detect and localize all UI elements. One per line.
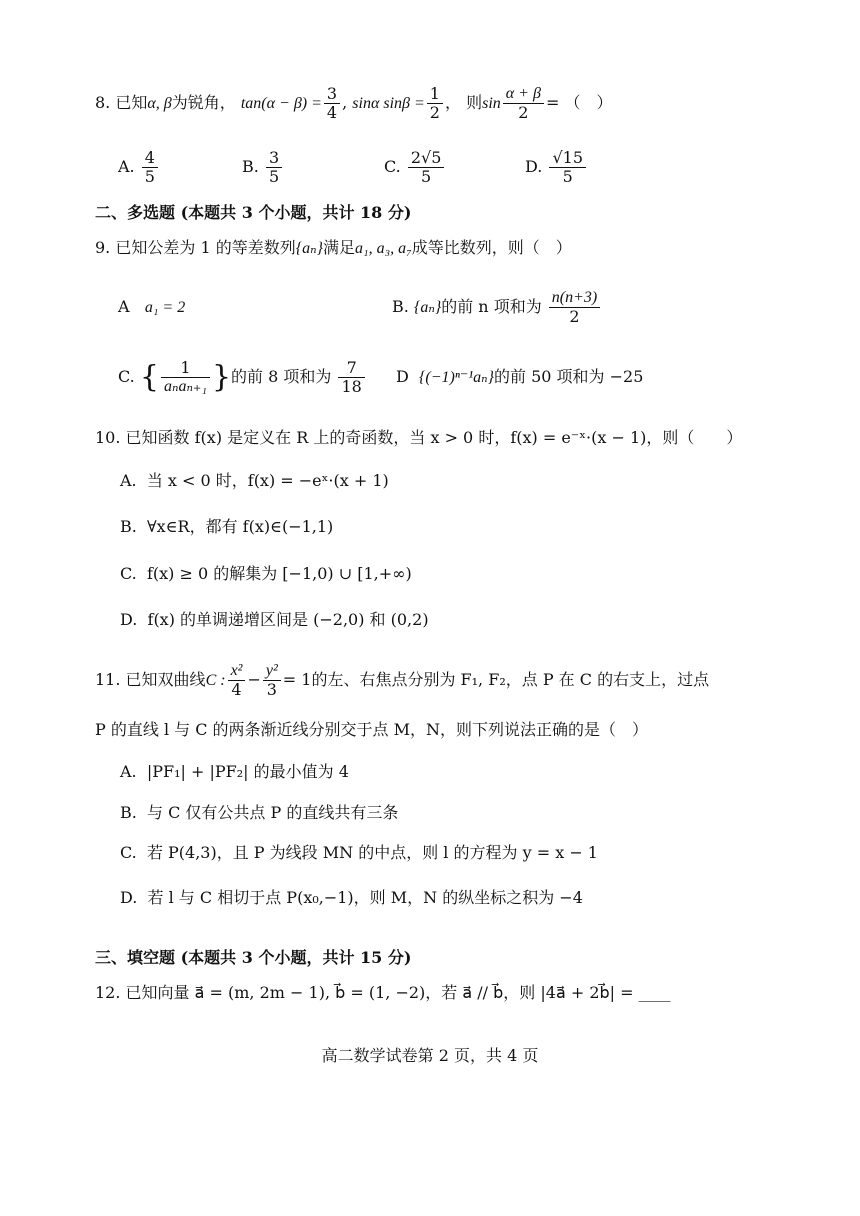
section-2-header (95, 203, 411, 223)
q9-c-inner-den: aₙaₙ₊₁ (163, 378, 207, 395)
q8-d-den: 5 (562, 167, 573, 186)
q10-option-a[interactable] (120, 471, 389, 491)
q11-stem-line2: P 的直线 l 与 C 的两条渐近线分别交于点 M，N，则下列说法正确的是（ ） (95, 720, 649, 739)
q8-tan-num: 3 (324, 85, 340, 104)
q9-b-frac (549, 289, 600, 326)
q11-x-frac (228, 662, 246, 699)
q11-option-a[interactable] (120, 762, 349, 782)
q9-stem-b: 满足 (323, 238, 356, 257)
q11-stem (95, 658, 709, 702)
q9-a-label: A (118, 297, 130, 316)
q11-y-num: y² (263, 662, 281, 681)
section-2-info: (本题共 3 个小题，共计 18 分) (180, 203, 412, 222)
q10-a-text: 当 x < 0 时，f(x) = −eˣ·(x + 1) (146, 471, 389, 490)
q11-c-label: C. (120, 843, 137, 862)
q8-tan-frac (324, 85, 340, 122)
q10-stem-text: 已知函数 f(x) 是定义在 R 上的奇函数，当 x > 0 时，f(x) = e⁻ˣ·(x − 1)，则（ ） (125, 428, 743, 447)
q8-c-den: 5 (421, 167, 432, 186)
q9-stem-c: 成等比数列，则（ ） (411, 238, 572, 257)
q8-a-frac (142, 149, 158, 186)
q11-number: 11. (95, 670, 121, 689)
q8-eq: = (545, 93, 560, 112)
q8-option-d[interactable] (525, 147, 588, 187)
q11-minus: − (247, 670, 261, 689)
page-footer: 高二数学试卷第 2 页，共 4 页 (321, 1046, 539, 1065)
q10-option-c[interactable] (120, 564, 412, 584)
q10-option-b[interactable] (120, 517, 333, 537)
q9-c-label: C. (118, 367, 135, 386)
q10-b-label: B. (120, 517, 137, 536)
section-3-info: (本题共 3 个小题，共计 15 分) (180, 948, 412, 967)
q11-option-d[interactable] (120, 888, 583, 908)
q8-c-label: C. (384, 157, 401, 176)
q9-c-brace-right: } (211, 359, 232, 395)
q11-d-text: 若 l 与 C 相切于点 P(x₀,−1)，则 M，N 的纵坐标之积为 −4 (147, 888, 583, 907)
q10-option-d[interactable] (120, 610, 429, 630)
q11-d-label: D. (120, 888, 138, 907)
q8-c-num: 2√5 (408, 149, 445, 168)
q9-d-label: D (396, 367, 409, 386)
q8-c-frac (408, 149, 445, 186)
section-3-header (95, 948, 411, 968)
q11-option-b[interactable] (120, 803, 398, 823)
q9-c-den: 18 (341, 377, 362, 396)
q8-angles: α, β (147, 95, 172, 112)
q9-c-inner-num: 1 (161, 359, 210, 378)
q10-stem (95, 428, 742, 448)
q8-option-b[interactable] (242, 147, 284, 187)
q9-terms: a₁, a₃, a₇ (355, 240, 412, 257)
q10-b-text: ∀x∈R，都有 f(x)∈(−1,1) (147, 517, 334, 536)
q9-c-num: 7 (338, 359, 364, 378)
q8-b-label: B. (242, 157, 259, 176)
q12-number: 12. (95, 983, 121, 1002)
q11-a-text: |PF₁| + |PF₂| 的最小值为 4 (146, 762, 349, 781)
q8-ss-num: 1 (427, 85, 443, 104)
q11-stem-b: 的左、右焦点分别为 F₁, F₂，点 P 在 C 的右支上，过点 (311, 670, 710, 689)
q8-d-frac (549, 149, 586, 186)
q11-curve-name: C : (205, 672, 226, 689)
q9-a-text: a₁ = 2 (144, 299, 186, 316)
q8-tan-den: 4 (326, 103, 338, 122)
q8-b-den: 5 (268, 167, 280, 186)
q10-a-label: A. (120, 471, 137, 490)
q8-tan: tan(α − β) = (240, 95, 322, 112)
q9-d-seq: {(−1)ⁿ⁻¹aₙ} (419, 369, 495, 386)
q8-stem-b: 为锐角， (171, 93, 236, 112)
q8-stem-c: 则 (466, 93, 483, 112)
q8-sin: sin (482, 95, 501, 112)
q8-ss-frac (427, 85, 443, 122)
q8-answer-paren: （ ） (564, 93, 613, 112)
section-2-title: 二、多选题 (95, 203, 176, 222)
q8-stem: 8. 已知α, β为锐角， tan(α − β) = $\frac{3}{4}$ , sinα sinβ = $\frac{1}{2}$ ， 则sin $\frac{\alpha + \beta}{2}$ = （ ） (95, 84, 613, 122)
q9-option-c[interactable] (118, 352, 367, 402)
q10-d-label: D. (120, 610, 138, 629)
q8-a-den: 5 (144, 167, 155, 186)
q8-half-den: 2 (518, 103, 529, 122)
q11-eq: = 1 (282, 670, 312, 689)
q11-option-c[interactable] (120, 843, 598, 863)
q8-b-num: 3 (266, 149, 282, 168)
q9-stem-a: 已知公差为 1 的等差数列 (115, 238, 296, 257)
q10-c-label: C. (120, 564, 137, 583)
q9-option-b[interactable] (392, 285, 602, 329)
q9-d-text: 的前 50 项和为 −25 (494, 367, 644, 386)
q8-d-label: D. (525, 157, 543, 176)
q9-b-seq: {aₙ} (413, 299, 442, 316)
q8-a-label: A. (118, 157, 135, 176)
q9-b-text: 的前 n 项和为 (441, 297, 542, 316)
q10-d-text: f(x) 的单调递增区间是 (−2,0) 和 (0,2) (147, 610, 429, 629)
q10-number: 10. (95, 428, 121, 447)
q8-option-c[interactable] (384, 147, 446, 187)
q9-number: 9. (95, 238, 111, 257)
q11-y-frac (263, 662, 281, 699)
q11-b-label: B. (120, 803, 137, 822)
q9-b-num: n(n+3) (549, 289, 600, 308)
q8-stem-a: 已知 (115, 93, 148, 112)
section-3-title: 三、填空题 (95, 948, 176, 967)
q8-d-num: √15 (549, 149, 586, 168)
q8-a-num: 4 (142, 149, 158, 168)
q11-x-den: 4 (231, 680, 242, 699)
q9-b-den: 2 (569, 307, 580, 326)
q9-stem (95, 238, 572, 259)
q11-c-text: 若 P(4,3)，且 P 为线段 MN 的中点，则 l 的方程为 y = x − 1 (146, 843, 598, 862)
q8-half-num: α + β (503, 85, 544, 104)
q8-number: 8. (95, 93, 111, 112)
q9-option-a[interactable] (118, 297, 185, 318)
q11-x-num: x² (228, 662, 246, 681)
q11-stem-a: 已知双曲线 (125, 670, 206, 689)
q9-seq: {aₙ} (295, 240, 323, 257)
q12-text: 已知向量 a⃗ = (m, 2m − 1), b⃗ = (1, −2)，若 a⃗ // b⃗，则 |4a⃗ + 2b⃗| = ____ (125, 983, 671, 1002)
q11-b-text: 与 C 仅有公共点 P 的直线共有三条 (147, 803, 399, 822)
q11-y-den: 3 (266, 680, 277, 699)
q9-c-text: 的前 8 项和为 (231, 367, 332, 386)
q8-sinsin: sinα sinβ = (352, 95, 425, 112)
q12-stem (95, 983, 671, 1003)
q10-c-text: f(x) ≥ 0 的解集为 [−1,0) ∪ [1,+∞) (146, 564, 412, 583)
q11-a-label: A. (120, 762, 137, 781)
q9-option-d[interactable] (396, 367, 643, 388)
q9-b-label: B. (392, 297, 409, 316)
q9-c-inner-frac (161, 359, 210, 396)
q8-option-a[interactable] (118, 147, 160, 187)
q8-b-frac (266, 149, 282, 186)
q9-c-brace-left: { (139, 359, 159, 395)
q8-half-frac (503, 85, 544, 122)
q8-ss-den: 2 (429, 103, 440, 122)
q9-c-frac (338, 359, 364, 396)
